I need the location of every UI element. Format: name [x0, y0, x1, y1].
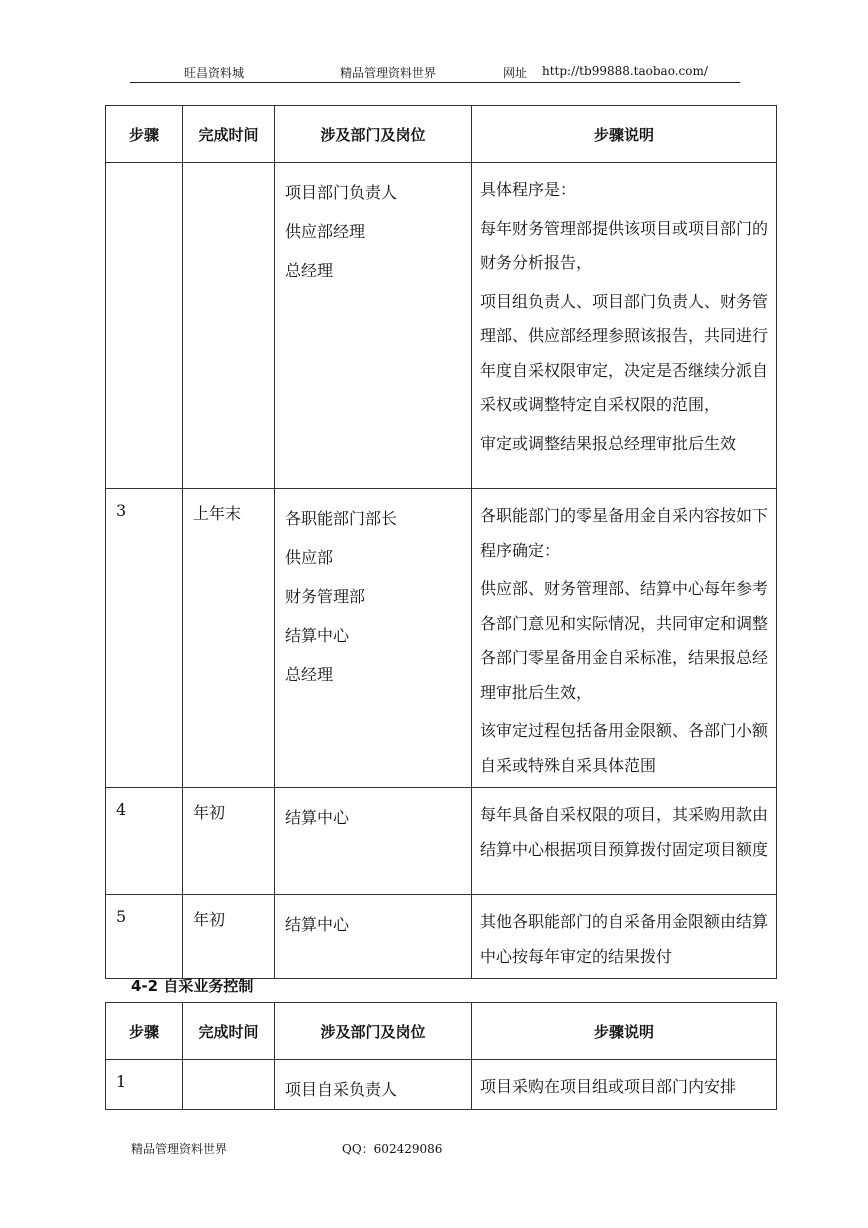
- header-center-title: 精品管理资料世界: [340, 66, 437, 80]
- department-item: 总经理: [285, 665, 334, 684]
- step-number-cell: 1: [106, 1060, 183, 1110]
- department-item: 各职能部门部长: [285, 509, 398, 528]
- table-row: [106, 489, 777, 788]
- department-cell: [275, 163, 472, 489]
- step-number-cell: 4: [106, 788, 183, 895]
- header-url-label: 网址: [503, 66, 528, 80]
- footer-left: 精品管理资料世界: [131, 1142, 228, 1156]
- department-item: 结算中心: [285, 626, 350, 645]
- header-site-name: 旺昌资料城: [184, 66, 245, 80]
- column-header: 步骤说明: [472, 106, 777, 163]
- step-description-cell: [472, 895, 777, 979]
- page-header: [130, 62, 740, 83]
- completion-time-cell: 年初: [183, 788, 275, 895]
- section-title: 4-2 自采业务控制: [131, 977, 254, 995]
- step-number-cell: [106, 163, 183, 489]
- description-paragraph: 各职能部门的零星备用金自采内容按如下程序确定：: [480, 506, 769, 560]
- step-description-cell: [472, 1060, 777, 1110]
- description-paragraph: 每年财务管理部提供该项目或项目部门的财务分析报告，: [480, 218, 769, 272]
- footer-qq: QQ：602429086: [342, 1142, 443, 1156]
- completion-time-cell: [183, 163, 275, 489]
- table-row: [106, 1060, 777, 1110]
- column-header: 步骤说明: [472, 1003, 777, 1060]
- description-paragraph: 其他各职能部门的自采备用金限额由结算中心按每年审定的结果拨付: [480, 912, 769, 966]
- column-header: 步骤: [106, 106, 183, 163]
- step-description-cell: [472, 489, 777, 788]
- header-url-link[interactable]: http://tb99888.taobao.com/: [542, 64, 708, 78]
- description-paragraph: 审定或调整结果报总经理审批后生效: [480, 433, 737, 453]
- description-paragraph: 供应部、财务管理部、结算中心每年参考各部门意见和实际情况，共同审定和调整各部门零星备用金自采标准，结果报总经理审批后生效，: [480, 579, 769, 702]
- table-row: [106, 163, 777, 489]
- department-item: 供应部经理: [285, 222, 366, 241]
- description-paragraph: 具体程序是：: [480, 180, 577, 199]
- table-header-row: [106, 106, 777, 163]
- department-item: 财务管理部: [285, 587, 366, 606]
- department-cell: [275, 788, 472, 895]
- column-header: 完成时间: [183, 1003, 275, 1060]
- description-paragraph: 项目组负责人、项目部门负责人、财务管理部、供应部经理参照该报告，共同进行年度自采权限审定，决定是否继续分派自采权或调整特定自采权限的范围，: [480, 291, 769, 414]
- completion-time-cell: 年初: [183, 895, 275, 979]
- column-header: 步骤: [106, 1003, 183, 1060]
- column-header: 涉及部门及岗位: [275, 1003, 472, 1060]
- table-row: [106, 895, 777, 979]
- step-number-cell: 5: [106, 895, 183, 979]
- table-header-row: [106, 1003, 777, 1060]
- department-item: 项目部门负责人: [285, 183, 398, 202]
- steps-table-1: [105, 105, 777, 979]
- department-cell: [275, 1060, 472, 1110]
- description-paragraph: 该审定过程包括备用金限额、各部门小额自采或特殊自采具体范围: [480, 721, 769, 775]
- description-paragraph: 每年具备自采权限的项目，其采购用款由结算中心根据项目预算拨付固定项目额度: [480, 805, 769, 859]
- table-row: [106, 788, 777, 895]
- step-description-cell: [472, 163, 777, 489]
- department-cell: [275, 895, 472, 979]
- steps-table-2: [105, 1002, 777, 1110]
- description-paragraph: 项目采购在项目组或项目部门内安排: [480, 1077, 737, 1096]
- column-header: 完成时间: [183, 106, 275, 163]
- department-item: 总经理: [285, 261, 334, 280]
- department-item: 结算中心: [285, 915, 350, 934]
- column-header: 涉及部门及岗位: [275, 106, 472, 163]
- completion-time-cell: 上年末: [183, 489, 275, 788]
- department-cell: [275, 489, 472, 788]
- department-item: 项目自采负责人: [285, 1080, 398, 1099]
- step-description-cell: [472, 788, 777, 895]
- department-item: 供应部: [285, 548, 334, 567]
- department-item: 结算中心: [285, 808, 350, 827]
- step-number-cell: 3: [106, 489, 183, 788]
- completion-time-cell: [183, 1060, 275, 1110]
